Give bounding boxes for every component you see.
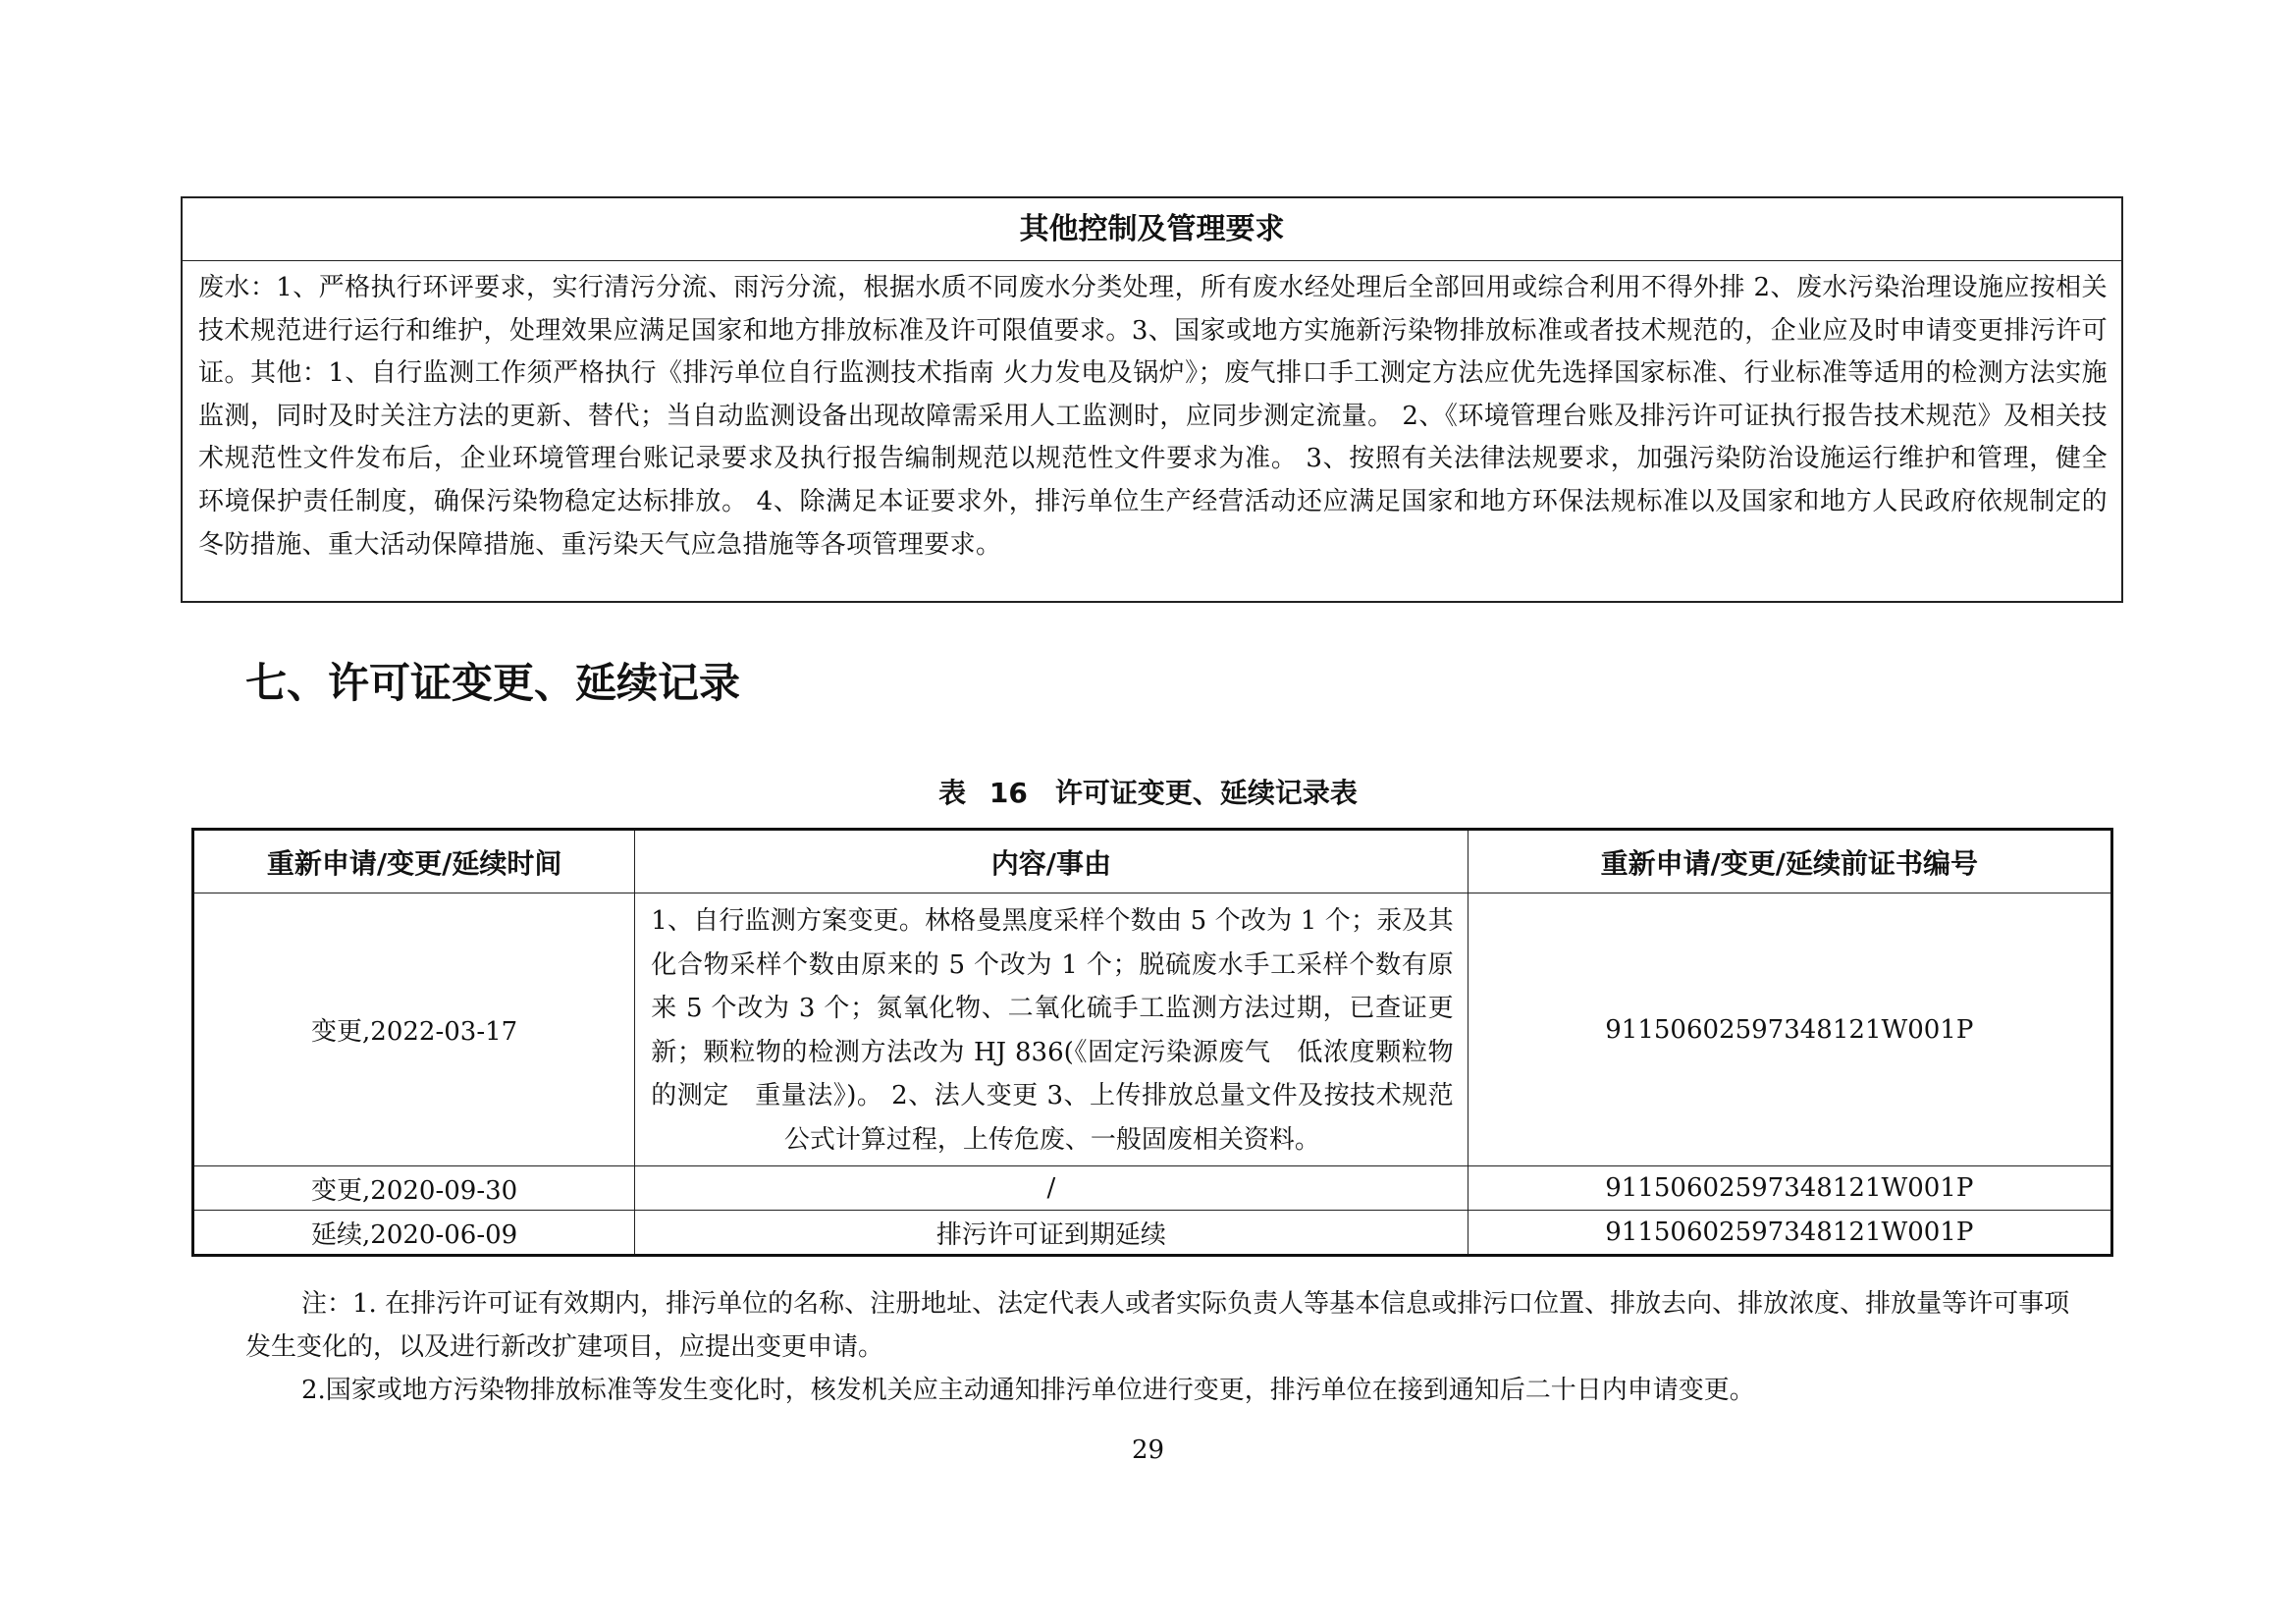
cell-cert-no: 91150602597348121W001P — [1468, 893, 2111, 1166]
note-2: 2.国家或地方污染物排放标准等发生变化时，核发机关应主动通知排污单位进行变更，排污单位在接到通知后二十日内申请变更。 — [301, 1376, 1755, 1405]
cell-content: 排污许可证到期延续 — [635, 1211, 1468, 1256]
requirements-body: 废水：1、严格执行环评要求，实行清污分流、雨污分流，根据水质不同废水分类处理，所有废水经处理后全部回用或综合利用不得外排 2、废水污染治理设施应按相关技术规范进行运行和维护，处理效果应满足国家和地方排放标准及许可限值要求。3、国家或地方实施新污染物排放标准或者技术规范的，企业应及时申请变更排污许可证。其他：1、自行监测工作须严格执行《排污单位自行监测技术指南 火力发电及锅炉》；废气排口手工测定方法应优先选择国家标准、行业标准等适用的检测方法实施监测，同时及时关注方法的更新、替代；当自动监测设备出现故障需采用人工监测时，应同步测定流量。 2、《环境管理台账及排污许可证执行报告技术规范》及相关技术规范性文件发布后，企业环境管理台账记录要求及执行报告编制规范以规范性文件要求为准。 3、按照有关法律法规要求，加强污染防治设施运行维护和管理，健全环境保护责任制度，确保污染物稳定达标排放。 4、除满足本证要求外，排污单位生产经营活动还应满足国家和地方环保法规标准以及国家和地方人民政府依规制定的冬防措施、重大活动保障措施、重污染天气应急措施等各项管理要求。 — [198, 273, 2108, 560]
cell-time: 延续,2020-06-09 — [193, 1211, 635, 1256]
table-row — [193, 893, 2112, 1166]
table-notes — [245, 1282, 2071, 1412]
cell-content: 1、自行监测方案变更。林格曼黑度采样个数由 5 个改为 1 个；汞及其化合物采样个数由原来的 5 个改为 1 个；脱硫废水手工采样个数有原来 5 个改为 3 个；氮氧化物、二氧化硫手工监测方法过期，已查证更新；颗粒物的检测方法改为 HJ 836(《固定污染源废气 低浓度颗粒物的测定 重量法》)。 2、法人变更 3、上传排放总量文件及按技术规范公式计算过程，上传危废、一般固废相关资料。 — [635, 893, 1468, 1166]
header-content: 内容/事由 — [635, 830, 1468, 893]
table-header-row — [193, 830, 2112, 893]
other-requirements-box — [181, 196, 2123, 603]
cell-time: 变更,2022-03-17 — [193, 893, 635, 1166]
table-row — [193, 1166, 2112, 1211]
header-cert-no: 重新申请/变更/延续前证书编号 — [1468, 830, 2111, 893]
header-time: 重新申请/变更/延续时间 — [193, 830, 635, 893]
cell-content: / — [635, 1166, 1468, 1211]
cell-cert-no: 91150602597348121W001P — [1468, 1211, 2111, 1256]
table-row — [193, 1211, 2112, 1256]
table-caption: 表 16 许可证变更、延续记录表 — [938, 777, 1358, 809]
cell-time: 变更,2020-09-30 — [193, 1166, 635, 1211]
requirements-title: 其他控制及管理要求 — [183, 198, 2121, 261]
change-record-table — [191, 828, 2113, 1257]
page-number: 29 — [1131, 1435, 1165, 1465]
section-heading: 七、许可证变更、延续记录 — [245, 659, 741, 707]
cell-cert-no: 91150602597348121W001P — [1468, 1166, 2111, 1211]
note-1: 注：1. 在排污许可证有效期内，排污单位的名称、注册地址、法定代表人或者实际负责人等基本信息或排污口位置、排放去向、排放浓度、排放量等许可事项发生变化的，以及进行新改扩建项目，应提出变更申请。 — [245, 1289, 2070, 1362]
